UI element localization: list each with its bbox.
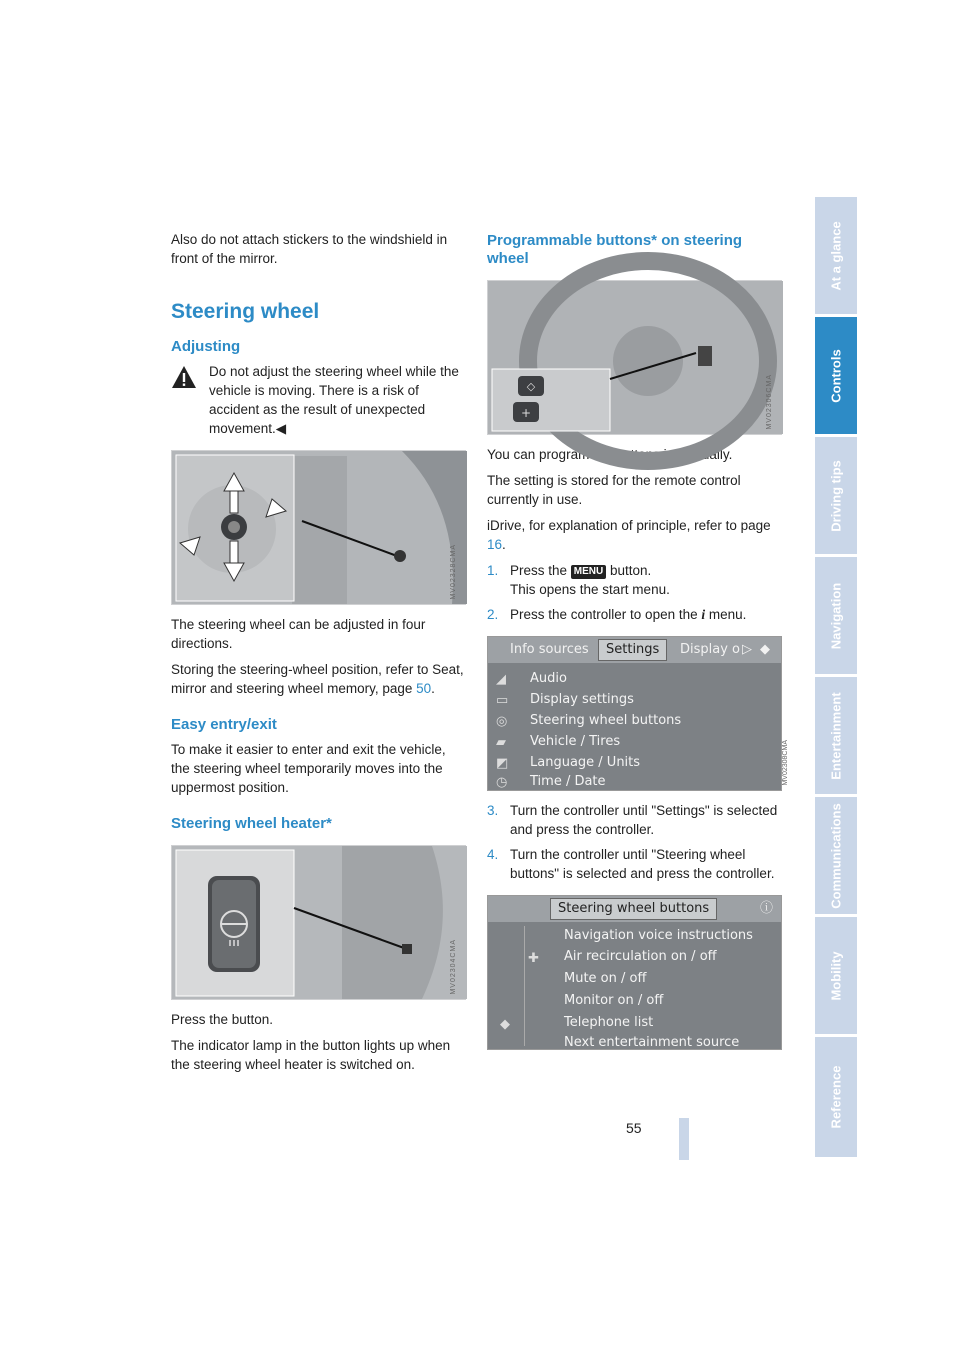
screen-title: Steering wheel buttons <box>550 898 717 920</box>
tab-entertainment[interactable]: Entertainment <box>815 677 857 797</box>
heater-heading: Steering wheel heater* <box>171 815 332 832</box>
adjusting-heading: Adjusting <box>171 338 241 355</box>
figure-code: MV02306CMA <box>766 374 773 430</box>
step-3: 3. Turn the controller until "Settings" is selected and press the controller. <box>487 803 778 837</box>
language-icon: ◩ <box>496 755 509 770</box>
steering-adjust-illustration <box>172 451 467 604</box>
heater-text-1: Press the button. <box>171 1012 274 1027</box>
tab-reference[interactable]: Reference <box>815 1037 857 1160</box>
menu-item-steering: Steering wheel buttons <box>530 713 682 728</box>
menu-item-display: Display settings <box>530 692 634 707</box>
step-1: 1. Press the MENU button. This opens the start menu. <box>487 563 670 597</box>
heater-text-2: The indicator lamp in the button lights up when the steering wheel heater is switched on. <box>171 1038 451 1072</box>
tab-settings: Settings <box>598 639 667 661</box>
step-2: 2. Press the controller to open the i menu. <box>487 607 747 622</box>
figure-code: MV02304CMA <box>450 939 457 995</box>
easy-entry-text: To make it easier to enter and exit the vehicle, the steering wheel temporarily moves into the uppermost position. <box>171 742 446 795</box>
menu-item-language: Language / Units <box>530 755 641 770</box>
diamond-button-icon: ◆ <box>500 1016 510 1031</box>
svg-text:◇: ◇ <box>526 380 536 393</box>
program-text-2: The setting is stored for the remote control currently in use. <box>487 473 741 507</box>
left-column <box>171 230 466 1081</box>
figure-code: MV02328CMA <box>450 544 457 600</box>
page-number-bar <box>679 1118 689 1160</box>
option-next-entertainment: Next entertainment source <box>564 1035 740 1050</box>
step-4: 4. Turn the controller until "Steering wheel buttons" is selected and press the controller. <box>487 847 775 881</box>
menu-item-vehicle: Vehicle / Tires <box>530 734 621 749</box>
warning-icon <box>171 365 197 389</box>
warning-block <box>171 362 466 438</box>
tab-display: Display o <box>680 642 741 657</box>
warning-text: Do not adjust the steering wheel while the vehicle is moving. There is a risk of accident as the result of unexpected movement. <box>209 364 459 436</box>
display-icon: ▭ <box>496 692 509 707</box>
option-air-recirc: Air recirculation on / off <box>564 949 717 964</box>
page-link-16[interactable]: 16 <box>487 537 503 552</box>
info-menu-icon: i <box>701 607 706 622</box>
easy-entry-heading: Easy entry/exit <box>171 716 277 733</box>
tab-communications[interactable]: Communications <box>815 797 857 917</box>
program-text-1: You can program the buttons individually. <box>487 447 733 462</box>
adjust-text-2: Storing the steering-wheel position, refer to Seat, mirror and steering wheel memory, page 50. <box>171 662 464 696</box>
scroll-arrow-icon: ▷ <box>742 642 752 657</box>
vehicle-icon: ▰ <box>496 734 506 749</box>
tab-at-a-glance[interactable]: At a glance <box>815 197 857 317</box>
intro-text: Also do not attach stickers to the windshield in front of the mirror. <box>171 232 448 266</box>
settings-screen <box>487 636 789 791</box>
right-column <box>487 230 789 1060</box>
figure-code: MV02308CMA <box>782 740 789 786</box>
info-icon: ⓘ <box>760 901 774 916</box>
option-mute: Mute on / off <box>564 971 647 986</box>
steering-wheel-icon: ◎ <box>496 713 508 728</box>
clock-icon: ◷ <box>496 774 508 789</box>
tab-info-sources: Info sources <box>510 642 589 657</box>
svg-text:+: + <box>520 406 532 420</box>
heater-button-illustration <box>172 846 467 999</box>
steering-buttons-screen <box>487 895 782 1050</box>
programmable-figure <box>487 280 782 435</box>
programmable-heading: Programmable buttons* on steering wheel <box>487 232 743 267</box>
page-link-50[interactable]: 50 <box>416 681 432 696</box>
steering-adjust-figure <box>171 450 466 605</box>
adjust-text-1: The steering wheel can be adjusted in four directions. <box>171 617 426 651</box>
tab-navigation[interactable]: Navigation <box>815 557 857 677</box>
end-mark: ◀ <box>275 421 287 436</box>
plus-button-icon: ✚ <box>528 950 539 965</box>
option-monitor: Monitor on / off <box>564 993 664 1008</box>
heater-figure <box>171 845 466 1000</box>
option-nav-voice: Navigation voice instructions <box>564 928 753 943</box>
controller-icon: ◆ <box>760 642 770 657</box>
programmable-buttons-illustration <box>488 281 783 434</box>
tab-driving-tips[interactable]: Driving tips <box>815 437 857 557</box>
menu-item-time: Time / Date <box>530 774 606 789</box>
steps-list <box>487 561 782 624</box>
audio-icon: ◢ <box>496 671 506 686</box>
tab-mobility[interactable]: Mobility <box>815 917 857 1037</box>
page-number: 55 <box>626 1120 642 1136</box>
tab-controls[interactable]: Controls <box>815 317 857 437</box>
menu-item-audio: Audio <box>530 671 567 686</box>
program-text-3: iDrive, for explanation of principle, refer to page 16. <box>487 518 771 552</box>
section-title: Steering wheel <box>171 300 320 323</box>
option-telephone-list: Telephone list <box>564 1015 654 1030</box>
menu-button-icon: MENU <box>571 565 606 579</box>
steps-list-2 <box>487 801 782 883</box>
